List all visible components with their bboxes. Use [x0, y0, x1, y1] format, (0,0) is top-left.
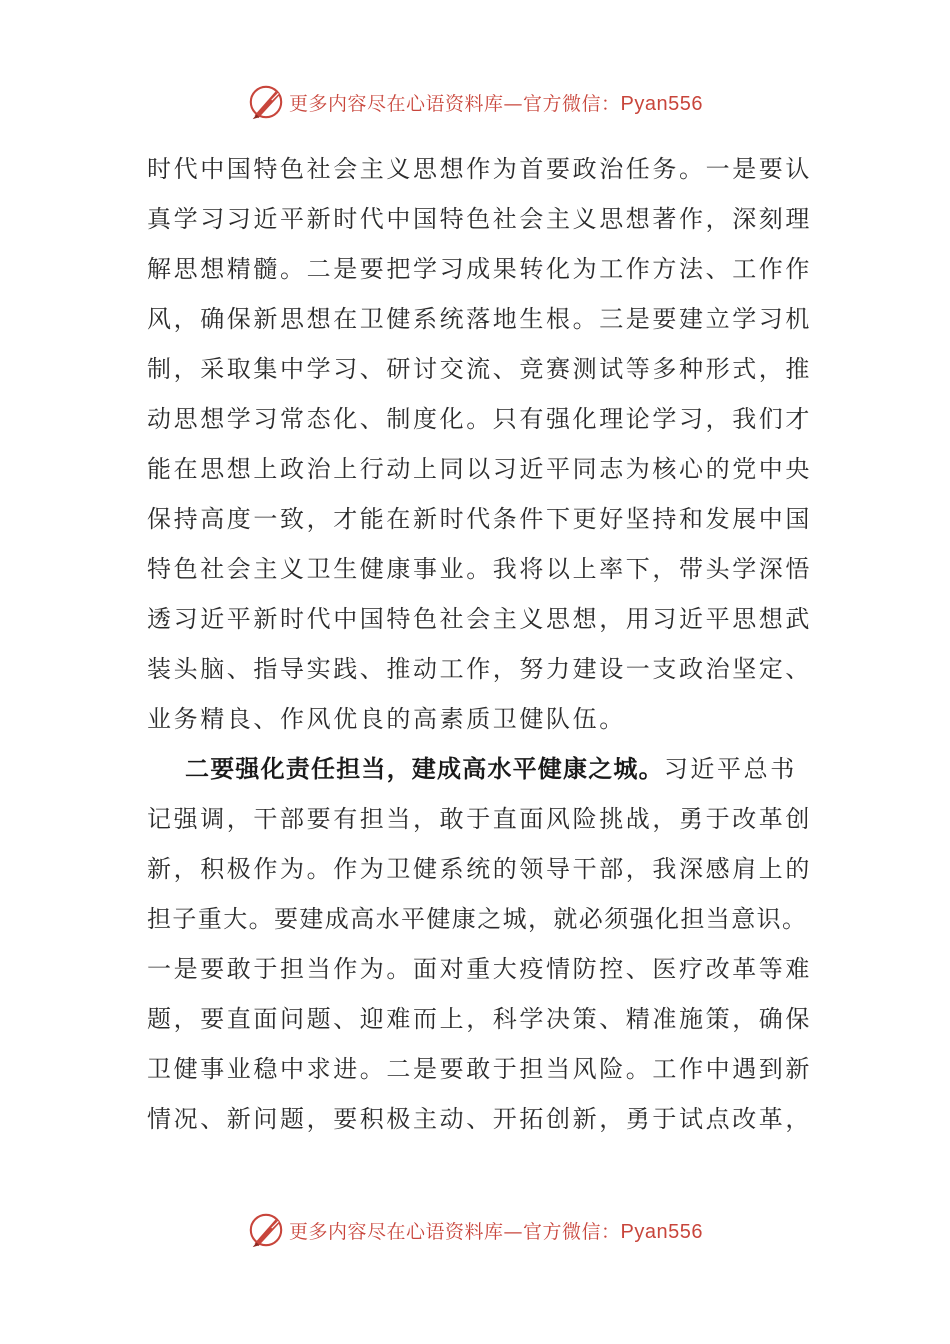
text-line: 卫健事业稳中求进。二是要敢于担当风险。工作中遇到新 [147, 1055, 812, 1083]
pen-logo-icon [247, 83, 285, 121]
section-heading: 二要强化责任担当，建成高水平健康之城。 [185, 755, 664, 783]
pen-logo-icon [247, 1211, 285, 1249]
text-line: 时代中国特色社会主义思想作为首要政治任务。一是要认 [147, 155, 812, 183]
text-line: 情况、新问题，要积极主动、开拓创新，勇于试点改革， [147, 1105, 812, 1133]
document-body [147, 144, 812, 1144]
wechat-handle: Pyan556 [620, 1220, 703, 1243]
text-run: 习近平总书 [663, 755, 797, 783]
text-line: 制，采取集中学习、研讨交流、竞赛测试等多种形式，推 [147, 355, 812, 383]
text-line: 记强调，干部要有担当，敢于直面风险挑战，勇于改革创 [147, 805, 812, 833]
text-line: 保持高度一致，才能在新时代条件下更好坚持和发展中国 [147, 505, 812, 533]
text-line: 真学习习近平新时代中国特色社会主义思想著作，深刻理 [147, 205, 812, 233]
text-line: 新，积极作为。作为卫健系统的领导干部，我深感肩上的 [147, 855, 812, 883]
text-line: 特色社会主义卫生健康事业。我将以上率下，带头学深悟 [147, 555, 812, 583]
text-line: 能在思想上政治上行动上同以习近平同志为核心的党中央 [147, 455, 812, 483]
text-line: 担子重大。要建成高水平健康之城，就必须强化担当意识。 [147, 905, 808, 933]
text-line: 风，确保新思想在卫健系统落地生根。三是要建立学习机 [147, 305, 812, 333]
watermark-text: 更多内容尽在心语资料库—官方微信：Pyan556 [289, 1220, 703, 1243]
text-line: 解思想精髓。二是要把学习成果转化为工作方法、工作作 [147, 255, 812, 283]
wechat-handle: Pyan556 [620, 92, 703, 115]
footer-watermark [0, 1208, 950, 1252]
header-watermark [0, 80, 950, 124]
text-line: 装头脑、指导实践、推动工作，努力建设一支政治坚定、 [147, 655, 812, 683]
text-line: 透习近平新时代中国特色社会主义思想，用习近平思想武 [147, 605, 812, 633]
paragraph-1 [147, 144, 812, 744]
text-line: 动思想学习常态化、制度化。只有强化理论学习，我们才 [147, 405, 812, 433]
text-line: 题，要直面问题、迎难而上，科学决策、精准施策，确保 [147, 1005, 812, 1033]
text-line: 业务精良、作风优良的高素质卫健队伍。 [147, 705, 626, 733]
watermark-text: 更多内容尽在心语资料库—官方微信：Pyan556 [289, 92, 703, 115]
text-line: 一是要敢于担当作为。面对重大疫情防控、医疗改革等难 [147, 955, 812, 983]
paragraph-2 [147, 744, 812, 1144]
paragraph-first-line [147, 744, 807, 794]
